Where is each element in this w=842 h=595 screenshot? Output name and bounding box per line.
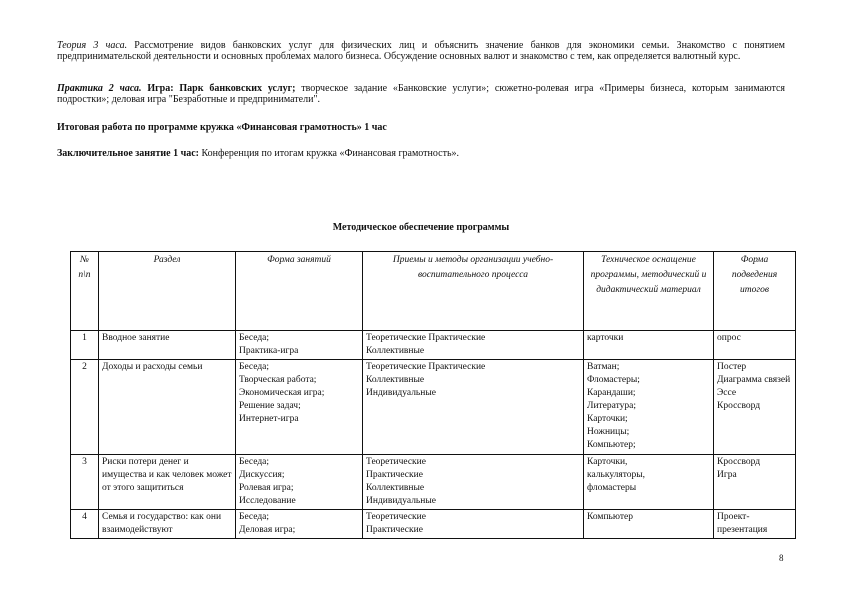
cell-line: фломастеры — [587, 483, 637, 493]
table-body — [71, 331, 796, 539]
cell-line: Проект-презентация — [717, 512, 768, 535]
cell-line: карточки — [587, 333, 624, 343]
cell-line: Коллективные — [366, 483, 425, 493]
cell-number: 3 — [71, 455, 99, 510]
header-results: Форма подведения итогов — [714, 252, 796, 331]
cell-line: Риски потери денег и имущества и как человек может от этого защититься — [102, 457, 232, 493]
cell-line: Игра — [717, 470, 737, 480]
header-equipment: Техническое оснащение программы, методический и дидактический материал — [584, 252, 714, 331]
page-number: 8 — [779, 553, 784, 563]
cell-results — [714, 331, 796, 360]
cell-line: Диаграмма связей — [717, 375, 791, 385]
table-title: Методическое обеспечение программы — [332, 222, 510, 233]
cell-line: Постер — [717, 362, 747, 372]
cell-line: Вводное занятие — [102, 333, 170, 343]
cell-line: Практические — [366, 470, 423, 480]
theory-text: Рассмотрение видов банковских услуг для физических лиц и объяснить значение банков для экономики семьи. Знакомство с понятием предпринимательской деятельности и основных проблемах малого бизнеса. Обсуждение основных валют и знакомство с тем, как определяется валютный курс. — [57, 40, 785, 63]
cell-line: Доходы и расходы семьи — [102, 362, 203, 372]
methodology-table — [70, 251, 796, 539]
cell-line: Дискуссия; — [239, 470, 285, 480]
cell-line: Ватман; — [587, 362, 620, 372]
cell-line: Интернет-игра — [239, 414, 299, 424]
cell-line: Беседа; — [239, 362, 270, 372]
cell-equipment — [584, 360, 714, 455]
cell-line: Практика-игра — [239, 346, 299, 356]
cell-line: Деловая игра; — [239, 525, 296, 535]
cell-line: Компьютер — [587, 512, 633, 522]
cell-number: 4 — [71, 510, 99, 539]
final-work-heading: Итоговая работа по программе кружка «Финансовая грамотность» 1 час — [57, 122, 387, 133]
cell-forms — [236, 331, 363, 360]
cell-line: Решение задач; — [239, 401, 301, 411]
cell-line: Ролевая игра; — [239, 483, 294, 493]
cell-line: Индивидуальные — [366, 496, 436, 506]
cell-number: 2 — [71, 360, 99, 455]
cell-forms — [236, 510, 363, 539]
cell-forms — [236, 455, 363, 510]
cell-line: Индивидуальные — [366, 388, 436, 398]
header-section: Раздел — [99, 252, 236, 331]
cell-line: Эссе — [717, 388, 737, 398]
cell-results — [714, 455, 796, 510]
header-number: № п\п — [71, 252, 99, 331]
cell-line: Теоретические Практические — [366, 333, 486, 343]
theory-paragraph — [57, 40, 785, 63]
cell-line: Теоретические Практические — [366, 362, 486, 372]
table-row — [71, 331, 796, 360]
cell-line: Карандаши; — [587, 388, 636, 398]
cell-section — [99, 510, 236, 539]
cell-line: Коллективные — [366, 375, 425, 385]
cell-line: Практические — [366, 525, 423, 535]
cell-line: Теоретические — [366, 457, 426, 467]
cell-results — [714, 510, 796, 539]
cell-line: Кроссворд — [717, 457, 761, 467]
practice-paragraph — [57, 83, 785, 106]
cell-line: Теоретические — [366, 512, 426, 522]
cell-line: Компьютер; — [587, 440, 636, 450]
cell-methods — [363, 331, 584, 360]
theory-label: Теория 3 часа. — [57, 40, 128, 51]
cell-line: калькуляторы, — [587, 470, 646, 480]
cell-forms — [236, 360, 363, 455]
practice-game: Игра: Парк банковских услуг; — [141, 83, 296, 94]
cell-line: Творческая работа; — [239, 375, 317, 385]
cell-equipment — [584, 510, 714, 539]
cell-line: Беседа; — [239, 512, 270, 522]
cell-methods — [363, 360, 584, 455]
cell-line: Карточки; — [587, 414, 628, 424]
table-row — [71, 360, 796, 455]
cell-results — [714, 360, 796, 455]
cell-methods — [363, 510, 584, 539]
cell-line: Литература; — [587, 401, 636, 411]
cell-equipment — [584, 455, 714, 510]
cell-section — [99, 455, 236, 510]
closing-paragraph — [57, 148, 785, 159]
closing-text: Конференция по итогам кружка «Финансовая грамотность». — [198, 148, 460, 159]
header-methods: Приемы и методы организации учебно-воспитательного процесса — [363, 252, 584, 331]
cell-line: Фломастеры; — [587, 375, 640, 385]
cell-section — [99, 360, 236, 455]
closing-label: Заключительное занятие 1 час: — [57, 148, 199, 159]
table-row — [71, 510, 796, 539]
cell-line: Кроссворд — [717, 401, 761, 411]
table-header-row — [71, 252, 796, 331]
cell-line: Беседа; — [239, 457, 270, 467]
cell-line: Коллективные — [366, 346, 425, 356]
cell-line: Беседа; — [239, 333, 270, 343]
cell-section — [99, 331, 236, 360]
cell-equipment — [584, 331, 714, 360]
table-row — [71, 455, 796, 510]
cell-line: Исследование — [239, 496, 296, 506]
cell-line: Экономическая игра; — [239, 388, 325, 398]
practice-text: творческое задание «Банковские услуги»; сюжетно-ролевая игра «Примеры бизнеса, которым занимаются подростки»; деловая игра "Безработные и предприниматели". — [57, 83, 785, 106]
cell-methods — [363, 455, 584, 510]
header-forms: Форма занятий — [236, 252, 363, 331]
cell-line: Карточки, — [587, 457, 628, 467]
cell-line: Семья и государство: как они взаимодействуют — [102, 512, 222, 535]
cell-line: Ножницы; — [587, 427, 630, 437]
cell-line: опрос — [717, 333, 741, 343]
practice-label: Практика 2 часа. — [57, 83, 142, 94]
cell-number: 1 — [71, 331, 99, 360]
